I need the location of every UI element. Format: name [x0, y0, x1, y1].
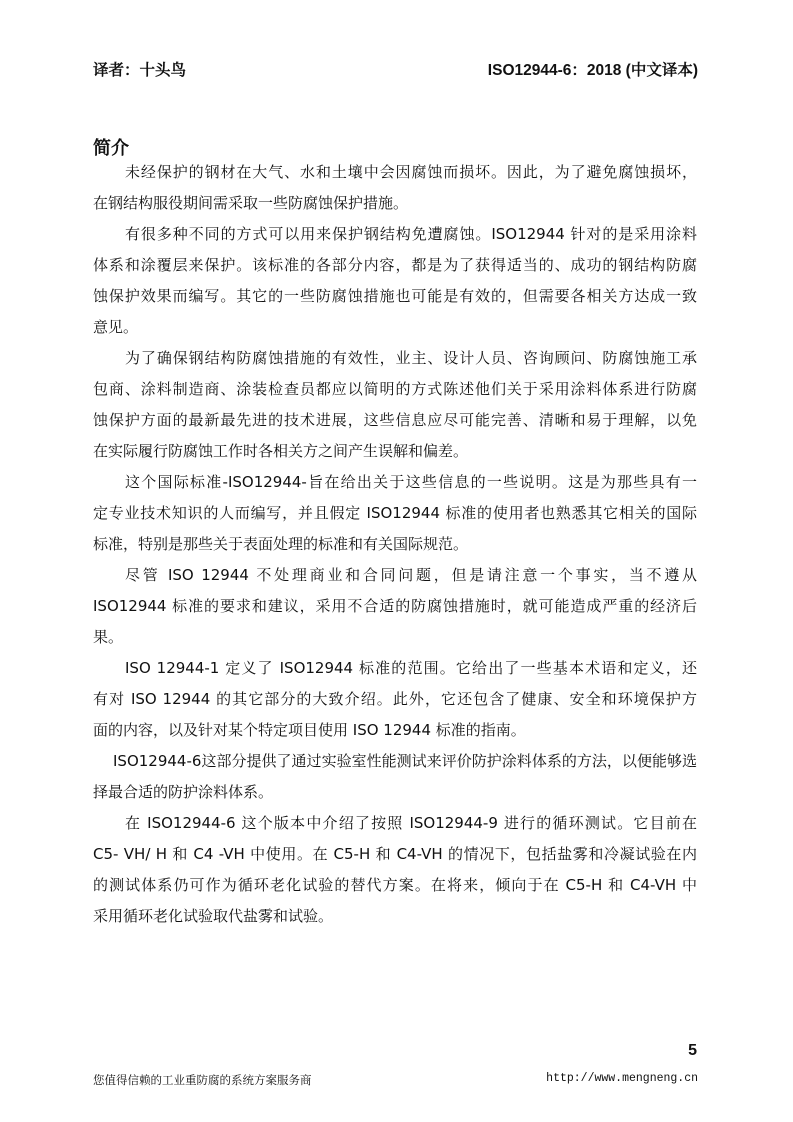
paragraph-line: 在钢结构服役期间需采取一些防腐蚀保护措施。	[93, 194, 409, 212]
paragraph-line: 在实际履行防腐蚀工作时各相关方之间产生误解和偏差。	[93, 442, 469, 460]
paragraph-line: 在 ISO12944-6 这个版本中介绍了按照 ISO12944-9 进行的循环测试。它目前在	[125, 814, 697, 832]
paragraph	[93, 157, 697, 219]
paragraph	[93, 467, 697, 560]
paragraph-line: 蚀保护方面的最新最先进的技术进展，这些信息应尽可能完善、清晰和易于理解，以免	[93, 411, 697, 429]
paragraph-line: 有很多种不同的方式可以用来保护钢结构免遭腐蚀。ISO12944 针对的是采用涂料	[125, 225, 697, 243]
paragraph	[93, 219, 697, 343]
paragraph-line: 意见。	[93, 318, 139, 336]
paragraph	[93, 808, 697, 932]
paragraph	[93, 653, 697, 746]
paragraph-line: 有对 ISO 12944 的其它部分的大致介绍。此外，它还包含了健康、安全和环境保护方	[93, 690, 697, 708]
paragraph-line: 定专业技术知识的人而编写，并且假定 ISO12944 标准的使用者也熟悉其它相关的国际	[93, 504, 697, 522]
paragraph-line: 未经保护的钢材在大气、水和土壤中会因腐蚀而损坏。因此，为了避免腐蚀损坏，	[125, 163, 697, 181]
header-doc-title: ISO12944-6：2018 (中文译本)	[487, 62, 698, 79]
paragraph-line: 包商、涂料制造商、涂装检查员都应以简明的方式陈述他们关于采用涂料体系进行防腐	[93, 380, 697, 398]
paragraph-line: ISO 12944-1 定义了 ISO12944 标准的范围。它给出了一些基本术语和定义，还	[125, 659, 697, 677]
paragraph-line: C5- VH/ H 和 C4 -VH 中使用。在 C5-H 和 C4-VH 的情况下，包括盐雾和冷凝试验在内	[93, 845, 697, 863]
paragraph-line: ISO12944-6这部分提供了通过实验室性能测试来评价防护涂料体系的方法，以便能够选	[113, 752, 697, 770]
paragraph	[93, 746, 697, 808]
paragraph-line: 尽管 ISO 12944 不处理商业和合同问题，但是请注意一个事实，当不遵从	[125, 566, 697, 584]
footer-slogan: 您值得信赖的工业重防腐的系统方案服务商	[93, 1073, 312, 1087]
paragraph-line: 标准，特别是那些关于表面处理的标准和有关国际规范。	[93, 535, 469, 553]
paragraph-line: 蚀保护效果而编写。其它的一些防腐蚀措施也可能是有效的，但需要各相关方达成一致	[93, 287, 697, 305]
document-body	[93, 157, 697, 932]
paragraph-line: 择最合适的防护涂料体系。	[93, 783, 274, 801]
footer-url: http://www.mengneng.cn	[546, 1072, 698, 1085]
paragraph	[93, 560, 697, 653]
paragraph-line: 采用循环老化试验取代盐雾和试验。	[93, 907, 334, 925]
paragraph	[93, 343, 697, 467]
paragraph-line: 面的内容，以及针对某个特定项目使用 ISO 12944 标准的指南。	[93, 721, 526, 739]
paragraph-line: 为了确保钢结构防腐蚀措施的有效性，业主、设计人员、咨询顾问、防腐蚀施工承	[125, 349, 697, 367]
page-number: 5	[688, 1042, 697, 1059]
header-translator: 译者：十头鸟	[93, 62, 187, 79]
paragraph-line: ISO12944 标准的要求和建议，采用不合适的防腐蚀措施时，就可能造成严重的经济后	[93, 597, 697, 615]
paragraph-line: 这个国际标准-ISO12944-旨在给出关于这些信息的一些说明。这是为那些具有一	[125, 473, 697, 491]
paragraph-line: 的测试体系仍可作为循环老化试验的替代方案。在将来，倾向于在 C5-H 和 C4-VH 中	[93, 876, 697, 894]
paragraph-line: 体系和涂覆层来保护。该标准的各部分内容，都是为了获得适当的、成功的钢结构防腐	[93, 256, 697, 274]
section-title: 简介	[93, 138, 129, 159]
paragraph-line: 果。	[93, 628, 124, 646]
